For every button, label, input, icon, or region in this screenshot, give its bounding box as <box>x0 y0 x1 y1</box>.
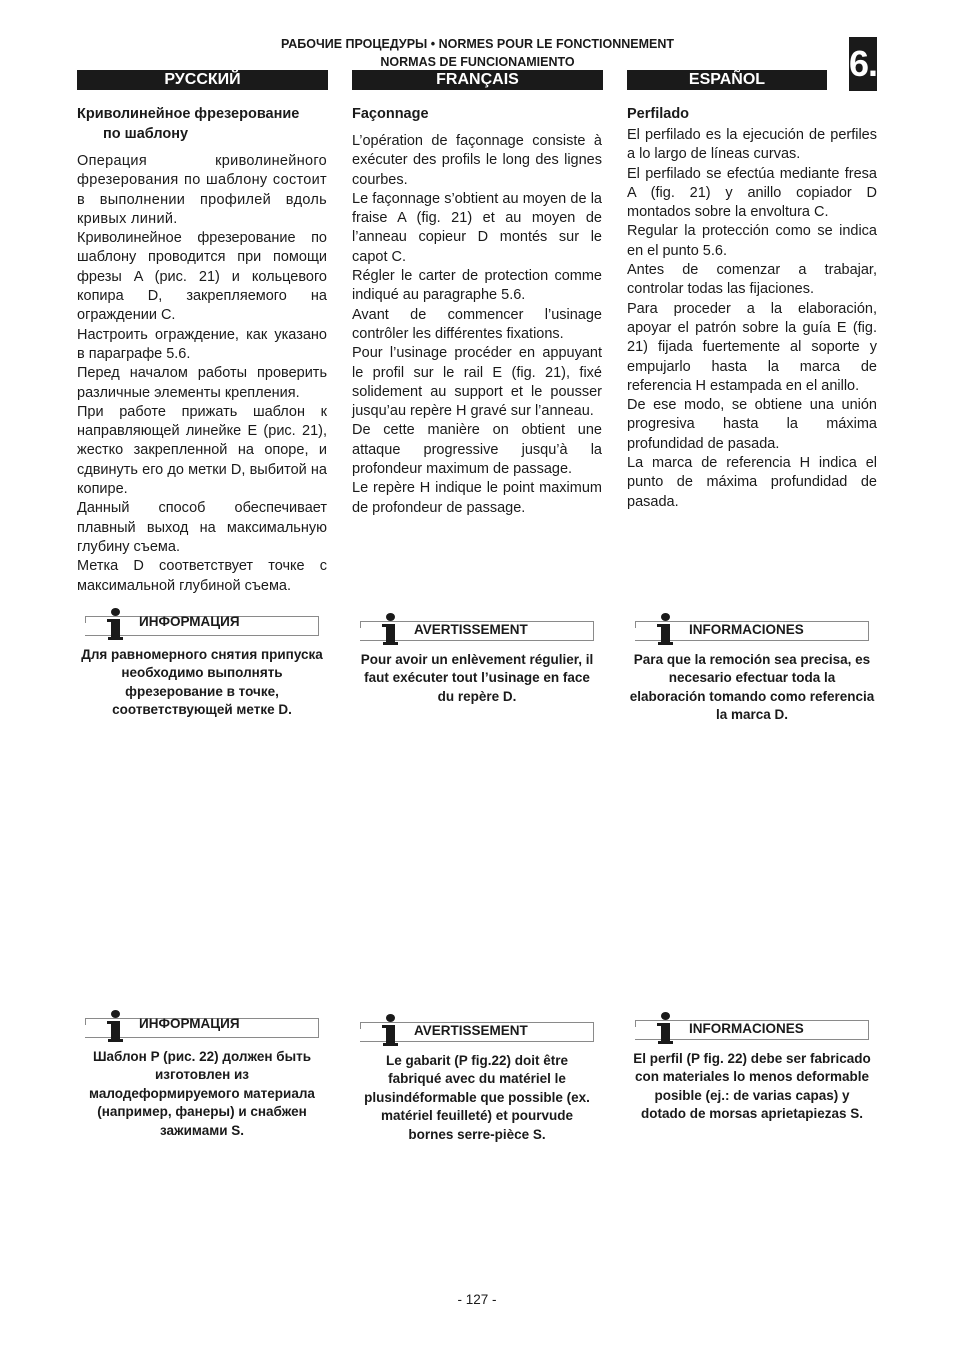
paragraph: Le repère H indique le point maximum de profondeur de passage. <box>352 480 602 516</box>
notice-russian-2 <box>77 1014 327 1140</box>
notice-french-2 <box>352 1018 602 1144</box>
notice-russian-1 <box>77 612 327 720</box>
paragraph: Данный способ обеспечивает плавный выход на максимальную глубину съема. <box>77 500 327 555</box>
info-icon <box>382 1014 398 1046</box>
notice-text: Para que la remoción sea precisa, es necesario efectuar toda la elaboración tomando como referencia la marca D. <box>629 652 875 723</box>
notice-text: Pour avoir un enlèvement régulier, il faut exécuter tout l’usinage en face du repère D. <box>360 652 594 704</box>
paragraph: El perfilado es la ejecución de perfiles a lo largo de líneas curvas. <box>627 127 877 163</box>
lang-bar-spanish: ESPAÑOL <box>627 70 827 90</box>
paragraph: Antes de comenzar a trabajar, controlar todas las fijaciones. <box>627 262 877 298</box>
section-title-french: Façonnage <box>352 106 429 122</box>
paragraph: Перед началом работы проверить различные элементы крепления. <box>77 365 327 401</box>
lang-bar-russian: РУССКИЙ <box>77 70 328 90</box>
section-title-spanish: Perfilado <box>627 106 690 122</box>
notice-title: ИНФОРМАЦИЯ <box>139 1016 240 1031</box>
paragraph: Le façonnage s’obtient au moyen de la fraise A (fig. 21) et au moyen de l’anneau copieur D montés sur le capot C. <box>352 190 602 265</box>
paragraph: Операция криволинейного фрезерования по шаблону состоит в выполнении профилей вдоль кривых линий. <box>77 153 327 227</box>
notice-title: INFORMACIONES <box>689 1021 804 1036</box>
notice-title: ИНФОРМАЦИЯ <box>139 614 240 629</box>
paragraph: L’opération de façonnage consiste à exécuter des profils le long des lignes courbes. <box>352 133 602 188</box>
paragraph: Regular la protección como se indica en el punto 5.6. <box>627 223 877 259</box>
lang-bar-french: FRANÇAIS <box>352 70 603 90</box>
paragraph: Avant de commencer l’usinage contrôler les différentes fixations. <box>352 306 602 342</box>
column-russian <box>77 104 327 596</box>
notice-text: Для равномерного снятия припуска необходимо выполнять фрезерование в точке, соответствующей метке D. <box>81 647 323 718</box>
section-title-russian: Криволинейное фрезерование по шаблону <box>77 106 300 142</box>
paragraph: Метка D соответствует точке с максимальной глубиной съема. <box>77 558 327 594</box>
paragraph: El perfilado se efectúa mediante fresa A (fig. 21) y anillo copiador D montados sobre la envoltura C. <box>627 165 877 221</box>
notice-text: Шаблон P (рис. 22) должен быть изготовлен из малодеформируемого материала (например, фанеры) и снабжен зажимами S. <box>89 1049 315 1138</box>
paragraph: De cette manière on obtient une attaque progressive jusqu’à la profondeur maximum de passage. <box>352 422 602 478</box>
notice-spanish-1 <box>627 617 877 725</box>
paragraph: Para proceder a la elaboración, apoyar el patrón sobre la guía E (fig. 21) fijada fuertemente al soporte y empujarlo hasta la marca de referencia H estampada en el anillo. <box>627 300 877 394</box>
paragraph: De ese modo, se obtiene una unión progresiva hasta la máxima profundidad de pasada. <box>627 397 877 452</box>
paragraph: La marca de referencia H indica el punto de máxima profundidad de pasada. <box>627 455 877 510</box>
info-icon <box>107 1010 123 1042</box>
notice-text: El perfil (P fig. 22) debe ser fabricado con materiales lo menos deformable posible (ej.: de varias capas) y dotado de morsas aprietapiezas S. <box>633 1051 871 1122</box>
paragraph: Régler le carter de protection comme indiqué au paragraphe 5.6. <box>352 268 602 304</box>
notice-french-1 <box>352 617 602 706</box>
info-icon <box>382 613 398 645</box>
info-icon <box>107 608 123 640</box>
page-number: - 127 - <box>457 1292 497 1307</box>
notice-text: Le gabarit (P fig.22) doit être fabriqué avec du matériel le plusindéformable que possible (ex. matériel feuilleté) et pourvude bornes serre-pièce S. <box>364 1053 590 1142</box>
column-spanish <box>627 104 877 512</box>
paragraph: Pour l’usinage procéder en appuyant le profil sur le rail E (fig. 21), fixé solidement au support et le pousser jusqu’au repère H gravé sur l’anneau. <box>352 345 602 420</box>
paragraph: Криволинейное фрезерование по шаблону проводится при помощи фрезы A (рис. 21) и кольцевого копира D, закрепляемого на ограждении C. <box>77 230 327 324</box>
column-french <box>352 104 602 518</box>
paragraph: При работе прижать шаблон к направляющей линейке E (рис. 21), жестко закрепленной на опоре, и сдвинуть его до метки D, выбитой на копире. <box>77 403 327 498</box>
info-icon <box>657 1012 673 1044</box>
header-title-line1: РАБОЧИЕ ПРОЦЕДУРЫ • NORMES POUR LE FONCTIONNEMENT <box>280 37 675 51</box>
notice-title: AVERTISSEMENT <box>414 622 528 637</box>
info-icon <box>657 613 673 645</box>
notice-spanish-2 <box>627 1016 877 1124</box>
chapter-number: 6. <box>849 37 877 91</box>
paragraph: Настроить ограждение, как указано в параграфе 5.6. <box>77 326 327 362</box>
notice-title: INFORMACIONES <box>689 622 804 637</box>
notice-title: AVERTISSEMENT <box>414 1023 528 1038</box>
header-title-line2: NORMAS DE FUNCIONAMIENTO <box>380 55 575 69</box>
